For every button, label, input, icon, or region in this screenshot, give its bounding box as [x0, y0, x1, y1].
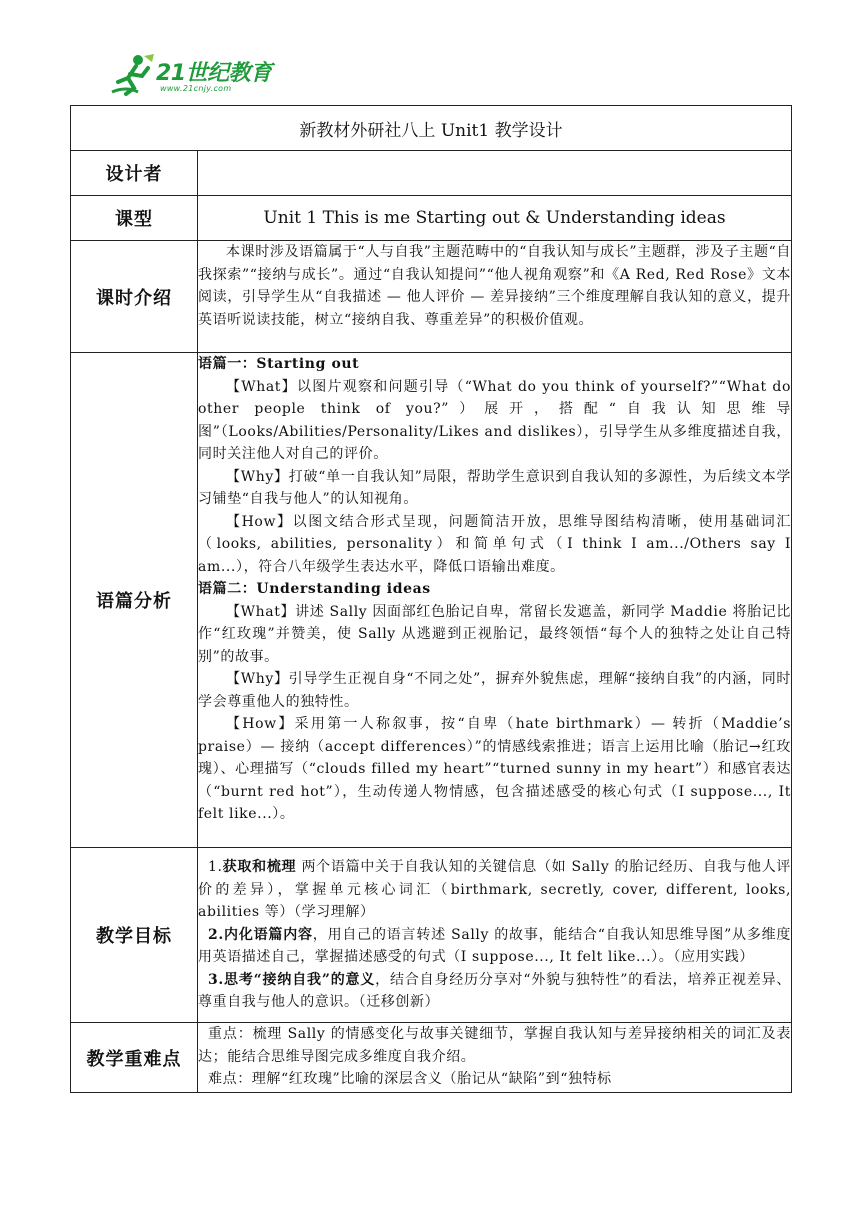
running-man-logo-icon [108, 52, 158, 98]
analysis-label: 语篇分析 [71, 353, 198, 848]
part1-what: 【What】以图片观察和问题引导（“What do you think of yourself?”“What do other people think of you?”）展开，搭配“自我认知思维导图”（Looks/Abilities/Personality/Likes and dislikes），引导学生从多维度描述自我，同时关注他人对自己的评价。 [198, 378, 792, 462]
goal-number: 3. [208, 971, 224, 988]
key-difficult-label: 教学重难点 [71, 1023, 198, 1093]
part1-why: 【Why】打破“单一自我认知”局限，帮助学生意识到自我认知的多源性，为后续文本学习铺垫“自我与他人”的认知视角。 [198, 468, 792, 507]
lesson-type-value: Unit 1 This is me Starting out & Understanding ideas [198, 196, 792, 241]
part1-title: 语篇一：Starting out [198, 356, 360, 372]
goal-number: 2. [208, 926, 224, 943]
brand-url: www.21cnjy.com [160, 84, 232, 93]
lesson-type-label: 课型 [71, 196, 198, 241]
goal-item [198, 969, 791, 1014]
difficult-points: 难点：理解“红玫瑰”比喻的深层含义（胎记从“缺陷”到“独特标 [208, 1071, 612, 1087]
goal-text: ，结合自身经历分享对“外貌与独特性”的看法，培养正视差异、尊重自我与他人的意识。（迁移创新） [198, 971, 792, 1011]
key-points: 重点：梳理 Sally 的情感变化与故事关键细节，掌握自我认知与差异接纳相关的词汇及表达；能结合思维导图完成多维度自我介绍。 [198, 1026, 792, 1065]
goal-heading: 思考“接纳自我”的意义 [223, 971, 376, 988]
part2-what: 【What】讲述 Sally 因面部红色胎记自卑，常留长发遮盖，新同学 Maddie 将胎记比作“红玫瑰”并赞美，使 Sally 从逃避到正视胎记，最终领悟“每个人的独特之处让自己特别”的故事。 [198, 603, 792, 665]
intro-text: 本课时涉及语篇属于“人与自我”主题范畴中的“自我认知与成长”主题群，涉及子主题“自我探索”“接纳与成长”。通过“自我认知提问”“他人视角观察”和《A Red, Red Rose》文本阅读，引导学生从“自我描述 — 他人评价 — 差异接纳”三个维度理解自我认知的意义，提升英语听说读技能，树立“接纳自我、尊重差异”的积极价值观。 [198, 244, 792, 328]
brand-logo [108, 52, 278, 100]
lesson-plan-table [70, 105, 792, 1093]
part2-title: 语篇二：Understanding ideas [198, 581, 431, 597]
part2-how: 【How】采用第一人称叙事，按“自卑（hate birthmark）— 转折（Maddie’s praise）— 接纳（accept differences）”的情感线索推进；语言上运用比喻（胎记→红玫瑰）、心理描写（“clouds filled my heart”“turned sunny in my heart”）和感官表达（“burnt red hot”），生动传递人物情感，包含描述感受的核心句式（I suppose..., It felt like...）。 [198, 716, 792, 822]
designer-label: 设计者 [71, 151, 198, 196]
goal-item [198, 856, 791, 924]
goal-number: 1. [208, 859, 223, 876]
brand-name: 21世纪教育 [156, 61, 272, 86]
goals-cell [198, 848, 792, 1023]
intro-label: 课时介绍 [71, 241, 198, 353]
document-title: 新教材外研社八上 Unit1 教学设计 [71, 106, 792, 151]
key-difficult-cell [198, 1023, 792, 1093]
part1-how: 【How】以图文结合形式呈现，问题简洁开放，思维导图结构清晰，使用基础词汇（looks, abilities, personality）和简单句式（I think I am.../Others say I am...），符合八年级学生表达水平，降低口语输出难度。 [198, 513, 792, 575]
goal-text: 两个语篇中关于自我认知的关键信息（如 Sally 的胎记经历、自我与他人评价的差异），掌握单元核心词汇（birthmark, secretly, cover, different, looks, abilities 等）（学习理解） [198, 859, 792, 921]
part2-why: 【Why】引导学生正视自身“不同之处”，摒弃外貌焦虑，理解“接纳自我”的内涵，同时学会尊重他人的独特性。 [198, 671, 792, 710]
intro-cell [198, 241, 792, 353]
goal-text: ，用自己的语言转述 Sally 的故事，能结合“自我认知思维导图”从多维度用英语描述自己，掌握描述感受的句式（I suppose..., It felt like...）。（应用实践） [198, 926, 792, 966]
goal-item [198, 924, 791, 969]
designer-value [198, 151, 792, 196]
analysis-cell [198, 353, 792, 848]
goal-heading: 获取和梳理 [222, 859, 297, 876]
goal-heading: 内化语篇内容 [223, 926, 313, 943]
goals-label: 教学目标 [71, 848, 198, 1023]
